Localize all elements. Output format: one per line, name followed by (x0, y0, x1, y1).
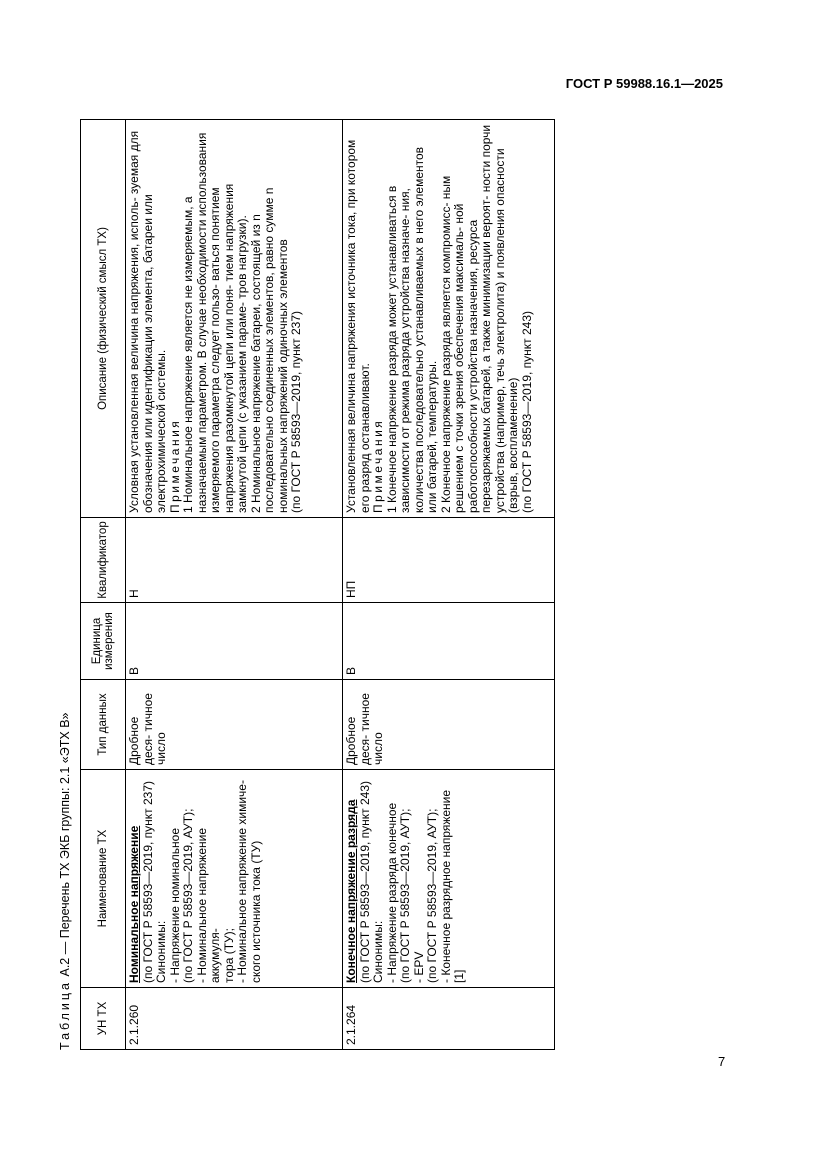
col-header-id: УН ТХ (81, 988, 126, 1050)
row-desc-intro: Установленная величина напряжения источника тока, при котором его разряд останавливают. (344, 139, 372, 513)
row-name-title: Номинальное напряжение (127, 825, 141, 983)
row-name-line: ского источника тока (ТУ) (248, 840, 263, 983)
row-notes-label: Примечания (371, 418, 385, 513)
row-name-line: (по ГОСТ Р 58593—2019, АУТ); (425, 808, 439, 983)
row-name-line: - Конечное разрядное напряжение [1] (438, 789, 466, 983)
col-header-data-type: Тип данных (81, 680, 126, 770)
row-data-type: Дробное деся- тичное число (126, 680, 343, 770)
row-qualifier: Н (126, 518, 343, 603)
table-row (126, 120, 343, 1050)
standard-code: ГОСТ Р 59988.16.1—2025 (565, 76, 723, 91)
col-header-unit: Единица измерения (81, 603, 126, 680)
col-header-description: Описание (физический смысл ТХ) (81, 120, 126, 518)
row-name-line: - EPV (411, 951, 426, 983)
row-name-line: (по ГОСТ Р 58593—2019, АУТ); (181, 808, 195, 983)
row-name-line: (по ГОСТ Р 58593—2019, пункт 237) (140, 780, 155, 983)
table-caption (53, 713, 77, 1050)
row-name-line: - Номинальное напряжение аккумуля- (194, 827, 222, 983)
caption-prefix: Таблица (58, 979, 72, 1050)
row-name (343, 770, 555, 988)
row-notes-label: Примечания (167, 418, 182, 513)
page-number: 7 (718, 1054, 726, 1069)
row-name-line: - Напряжение разряда конечное (384, 802, 399, 983)
row-note: 1 Конечное напряжение разряда может устанавливаться в зависимости от режима разряда устройства назначе- ния, количества последовательно устанавливаемых в него элементов или батарей, температуры. (384, 146, 439, 513)
row-name (126, 770, 343, 988)
row-description (126, 120, 343, 518)
row-name-title: Конечное напряжение разряда (344, 799, 358, 983)
row-name-line: Синонимы: (154, 920, 168, 983)
row-name-line: - Напряжение номинальное (167, 827, 182, 983)
row-name-line: (по ГОСТ Р 58593—2019, АУТ); (398, 808, 412, 983)
table-header-row (81, 120, 126, 1050)
col-header-name: Наименование ТХ (81, 770, 126, 988)
row-description (343, 120, 555, 518)
row-unit: В (126, 603, 343, 680)
row-name-line: Синонимы: (371, 920, 385, 983)
table-row (343, 120, 555, 1050)
row-desc-intro: Условная установленная величина напряжения, исполь- зуемая для обозначения или идентификации элемента, батареи или электрохимической системы. (127, 130, 168, 513)
row-unit: В (343, 603, 555, 680)
row-source: (по ГОСТ Р 58593—2019, пункт 237) (289, 310, 303, 513)
row-name-line: тора (ТУ); (221, 928, 236, 983)
row-qualifier: НП (343, 518, 555, 603)
row-name-line: (по ГОСТ Р 58593—2019, пункт 243) (357, 780, 372, 983)
row-name-line: - Номинальное напряжение химиче- (235, 780, 249, 983)
rotated-table-block (53, 120, 558, 1050)
row-note: 2 Конечное напряжение разряда является компромисс- ным решением с точки зрения обеспечения максималь- ной работоспособности устройства назначения, ресурса перезаряжаемых батарей, а также минимизации вероят- ности порчи устройства (например, течь электролита) и появления опасности (взрыв, воспламенение) (438, 124, 520, 513)
col-header-qualifier: Квалификатор (81, 518, 126, 603)
row-note: 1 Номинальное напряжение является не измеряемым, а назначаемым параметром. В случае необходимости использования измеряемого параметра следует пользо- ваться понятием напряжения разомкнутой цепи или поня- тием напряжения замкнутой цепи (с указанием параме- тров нагрузки). (181, 132, 249, 513)
row-note: 2 Номинальное напряжение батареи, состоящей из n последовательно соединенных элементов, равно сумме n номинальных напряжений одиночных элементов (248, 187, 290, 513)
row-id: 2.1.264 (343, 988, 555, 1050)
row-data-type: Дробное деся- тичное число (343, 680, 555, 770)
caption-text: А.2 — Перечень ТХ ЭКБ группы: 2.1 «ЭТХ В» (58, 712, 72, 977)
tx-table (80, 119, 555, 1050)
row-id: 2.1.260 (126, 988, 343, 1050)
row-source: (по ГОСТ Р 58593—2019, пункт 243) (519, 310, 534, 513)
